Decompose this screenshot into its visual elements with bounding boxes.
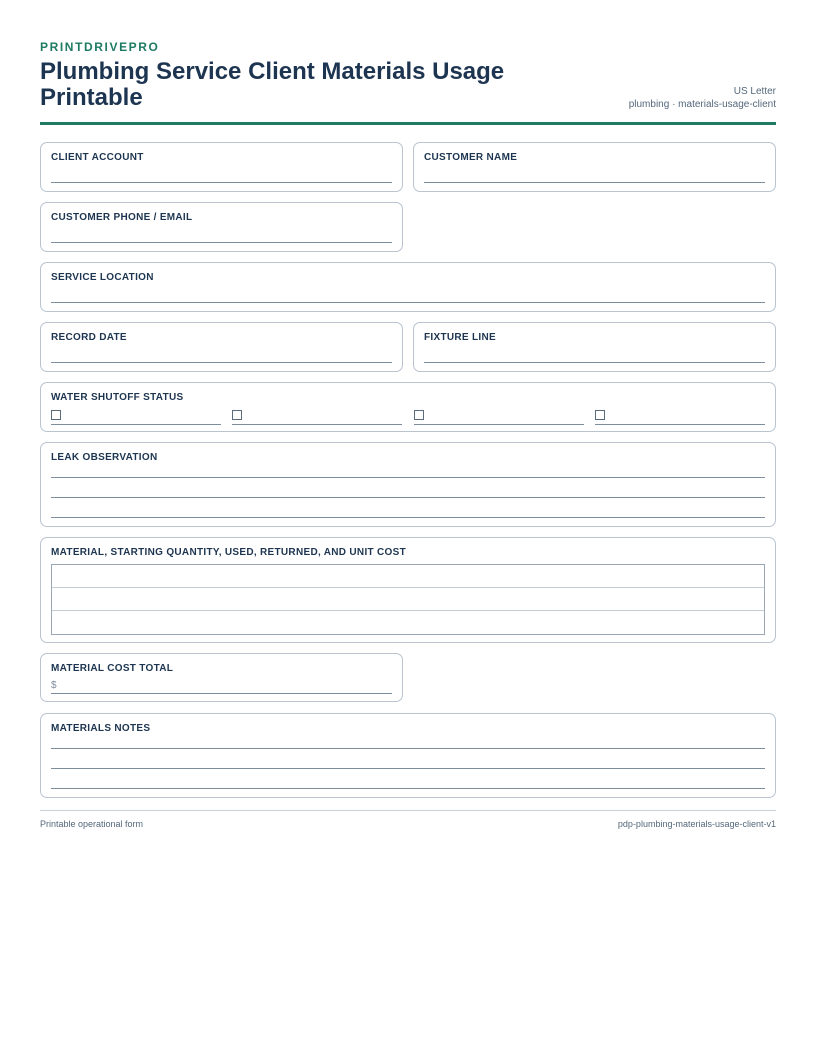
materials-notes-line-1[interactable] — [51, 748, 765, 749]
fixture-line-label: FIXTURE LINE — [424, 332, 496, 343]
paper-size: US Letter — [733, 86, 776, 97]
currency-symbol: $ — [51, 680, 57, 691]
fixture-line-field[interactable] — [413, 322, 776, 372]
service-location-label: SERVICE LOCATION — [51, 272, 154, 283]
materials-table-label: MATERIAL, STARTING QUANTITY, USED, RETURNED, AND UNIT COST — [51, 547, 406, 558]
service-location-field[interactable] — [40, 262, 776, 312]
brand-name: PRINTDRIVEPRO — [40, 40, 160, 54]
footer-description: Printable operational form — [40, 819, 144, 829]
shutoff-option-4[interactable] — [595, 408, 765, 425]
shutoff-option-line[interactable] — [595, 424, 765, 425]
material-cost-total-line[interactable] — [51, 693, 392, 694]
materials-notes-line-2[interactable] — [51, 768, 765, 769]
table-row[interactable] — [52, 588, 764, 611]
water-shutoff-field — [40, 382, 776, 432]
client-account-field[interactable] — [40, 142, 403, 192]
leak-observation-line-3[interactable] — [51, 517, 765, 518]
material-cost-total-label: MATERIAL COST TOTAL — [51, 663, 174, 674]
service-location-line[interactable] — [51, 302, 765, 303]
header-rule — [40, 122, 776, 125]
materials-notes-line-3[interactable] — [51, 788, 765, 789]
shutoff-option-line[interactable] — [51, 424, 221, 425]
record-date-label: RECORD DATE — [51, 332, 127, 343]
customer-name-line[interactable] — [424, 182, 765, 183]
water-shutoff-label: WATER SHUTOFF STATUS — [51, 392, 184, 403]
materials-notes-field[interactable] — [40, 713, 776, 798]
shutoff-option-1[interactable] — [51, 408, 221, 425]
page-title: Plumbing Service Client Materials Usage Printable — [40, 58, 505, 111]
leak-observation-line-2[interactable] — [51, 497, 765, 498]
checkbox-icon[interactable] — [51, 410, 61, 420]
customer-name-field[interactable] — [413, 142, 776, 192]
footer-form-id: pdp-plumbing-materials-usage-client-v1 — [617, 819, 776, 829]
record-date-line[interactable] — [51, 362, 392, 363]
shutoff-option-3[interactable] — [414, 408, 584, 425]
shutoff-option-line[interactable] — [414, 424, 584, 425]
shutoff-option-2[interactable] — [232, 408, 402, 425]
materials-table — [51, 564, 765, 635]
customer-contact-line[interactable] — [51, 242, 392, 243]
document-meta — [629, 85, 776, 111]
leak-observation-field[interactable] — [40, 442, 776, 527]
table-row[interactable] — [52, 611, 764, 634]
shutoff-option-line[interactable] — [232, 424, 402, 425]
table-row[interactable] — [52, 565, 764, 588]
fixture-line-line[interactable] — [424, 362, 765, 363]
footer-rule — [40, 810, 776, 811]
leak-observation-line-1[interactable] — [51, 477, 765, 478]
customer-name-label: CUSTOMER NAME — [424, 152, 518, 163]
client-account-label: CLIENT ACCOUNT — [51, 152, 144, 163]
client-account-line[interactable] — [51, 182, 392, 183]
material-cost-total-field[interactable] — [40, 653, 403, 702]
materials-notes-label: MATERIALS NOTES — [51, 723, 151, 734]
materials-table-field — [40, 537, 776, 643]
checkbox-icon[interactable] — [595, 410, 605, 420]
document-tags: plumbing · materials-usage-client — [628, 99, 776, 110]
customer-contact-label: CUSTOMER PHONE / EMAIL — [51, 212, 193, 223]
leak-observation-label: LEAK OBSERVATION — [51, 452, 158, 463]
checkbox-icon[interactable] — [414, 410, 424, 420]
record-date-field[interactable] — [40, 322, 403, 372]
checkbox-icon[interactable] — [232, 410, 242, 420]
customer-contact-field[interactable] — [40, 202, 403, 252]
